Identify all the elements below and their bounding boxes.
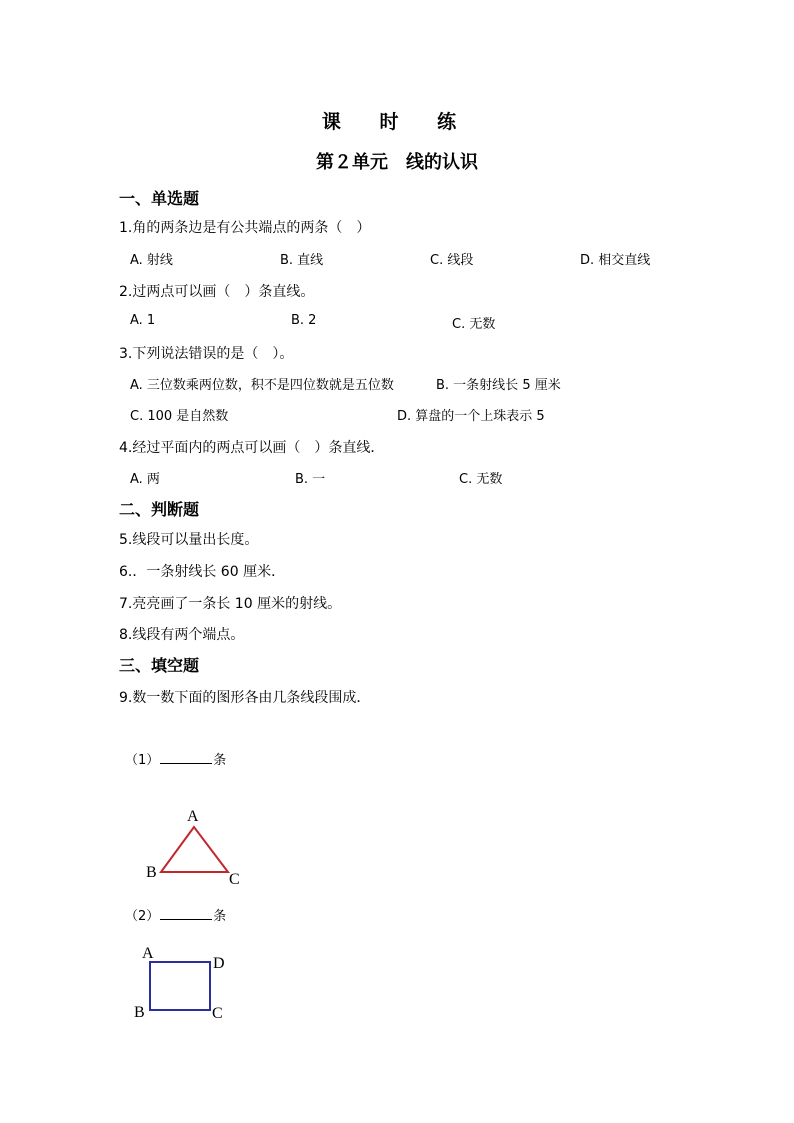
question-4-stem: 4.经过平面内的两点可以画（ ）条直线． xyxy=(119,440,385,456)
rectangle-vertex-c-label: C xyxy=(212,1005,223,1022)
question-5-stem: 5.线段可以量出长度。 xyxy=(119,532,259,548)
q9-part-1-suffix: 条 xyxy=(213,753,227,768)
question-6-stem: 6.．一条射线长 60 厘米． xyxy=(119,564,286,580)
q9-part-1 xyxy=(125,749,226,768)
q9-part-2-suffix: 条 xyxy=(213,909,227,924)
q9-part-2-answer-blank[interactable] xyxy=(160,907,212,920)
question-1-stem: 1.角的两条边是有公共端点的两条（ ） xyxy=(119,220,371,236)
rectangle-abcd xyxy=(150,962,210,1010)
section-heading-true-false: 二、判断题 xyxy=(119,500,200,519)
rectangle-figure xyxy=(130,940,240,1030)
q9-part-1-answer-blank[interactable] xyxy=(160,751,212,764)
q9-part-1-prefix: （1） xyxy=(125,753,160,768)
unit-title: 第２单元 线的认识 xyxy=(316,152,478,173)
section-heading-single-choice: 一、单选题 xyxy=(119,189,200,208)
q3-option-b: B. 一条射线长 5 厘米 xyxy=(436,378,561,393)
rectangle-vertex-d-label: D xyxy=(213,955,225,972)
q3-option-c: C. 100 是自然数 xyxy=(130,409,229,424)
triangle-vertex-a-label: A xyxy=(187,808,199,825)
question-3-stem: 3.下列说法错误的是（ ）。 xyxy=(119,346,294,362)
q4-option-b: B. 一 xyxy=(295,472,326,487)
worksheet-title: 课 时 练 xyxy=(321,111,473,133)
rectangle-vertex-b-label: B xyxy=(134,1004,145,1021)
q2-option-b: B. 2 xyxy=(291,313,317,328)
question-8-stem: 8.线段有两个端点。 xyxy=(119,627,245,643)
q1-option-a: A. 射线 xyxy=(130,253,173,268)
rectangle-vertex-a-label: A xyxy=(142,945,154,962)
q2-option-c: C. 无数 xyxy=(452,317,496,332)
triangle-abc xyxy=(161,827,228,872)
q1-option-b: B. 直线 xyxy=(280,253,324,268)
q1-option-c: C. 线段 xyxy=(430,253,474,268)
q3-option-d: D. 算盘的一个上珠表示 5 xyxy=(397,409,545,424)
q2-option-a: A. 1 xyxy=(130,313,156,328)
q9-part-2 xyxy=(125,905,226,924)
question-9-stem: 9.数一数下面的图形各由几条线段围成． xyxy=(119,690,371,706)
q4-option-c: C. 无数 xyxy=(459,472,503,487)
triangle-figure xyxy=(140,800,250,890)
triangle-vertex-b-label: B xyxy=(146,864,157,881)
question-7-stem: 7.亮亮画了一条长 10 厘米的射线。 xyxy=(119,596,342,612)
q1-option-d: D. 相交直线 xyxy=(580,253,651,268)
q3-option-a: A. 三位数乘两位数，积不是四位数就是五位数 xyxy=(130,378,394,393)
q4-option-a: A. 两 xyxy=(130,472,160,487)
section-heading-fill-blank: 三、填空题 xyxy=(119,656,200,675)
q9-part-2-prefix: （2） xyxy=(125,909,160,924)
triangle-vertex-c-label: C xyxy=(229,871,240,888)
question-2-stem: 2.过两点可以画（ ）条直线。 xyxy=(119,284,315,300)
